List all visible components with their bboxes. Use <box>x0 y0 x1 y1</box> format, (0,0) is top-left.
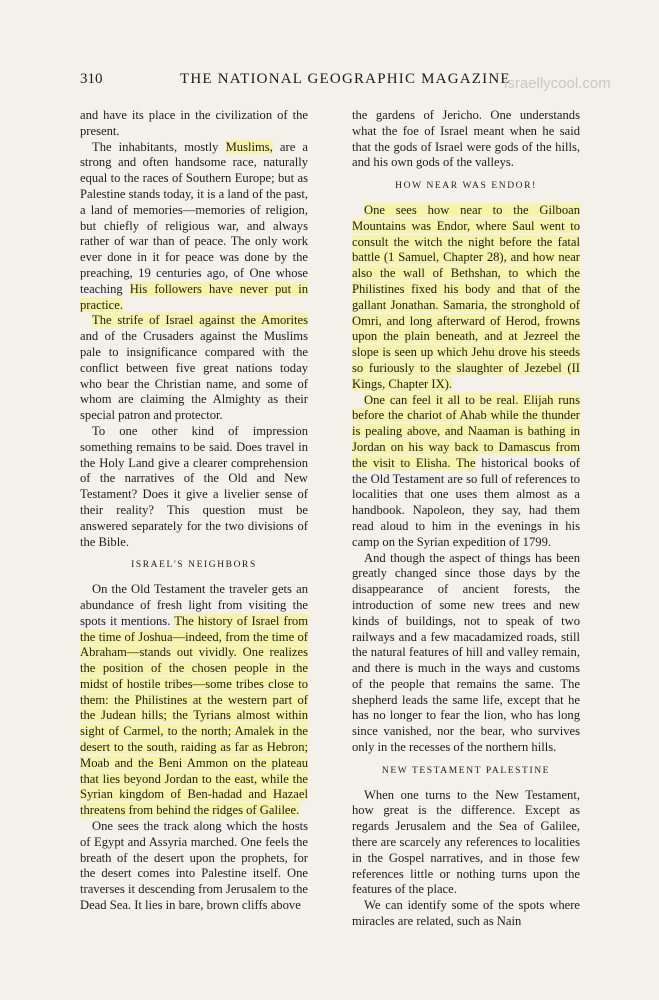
paragraph: We can identify some of the spots where miracles are related, such as Nain <box>352 898 580 929</box>
watermark: israellycool.com <box>504 75 611 92</box>
paragraph-text: and of the Crusaders against the Muslims pale to insignificance compared with the conflict between five great nations today who bear the Christian name, and some of whom are claiming the Almighty as their special patron and protector. <box>80 329 308 423</box>
highlighted-text: His followers have never put in practice. <box>80 281 308 312</box>
highlighted-text: One sees how near to the Gilboan Mountains was Endor, where Saul went to consult the witch the night before the fatal battle (1 Samuel, Chapter 28), and how near also the wall of Bethshan, to which the Philistines fixed his body and that of the gallant Jonathan. Samaria, the stronghold of Omri, and long afterward of Herod, frowns upon the plain beneath, and at Jezreel the slope is seen up which Jehu drove his steeds so furiously to the slaughter of Jezebel (II Kings, Chapter IX). <box>352 202 580 391</box>
section-heading: NEW TESTAMENT PALESTINE <box>381 765 551 776</box>
paragraph: And though the aspect of things has been greatly changed since those days by the disappearance of ancient forests, the introduction of some new trees and new kinds of buildings, not to speak of two railways and a few macadamized roads, still the natural features of hill and valley remain, and there is much in the ways and customs of the people that remains the same. The shepherd leads the same life, except that he has no longer to fear the lion, who has long since vanished, nor the bear, who survives only in the recesses of the northern hills. <box>352 550 580 755</box>
section-heading: ISRAEL'S NEIGHBORS <box>131 560 257 571</box>
paragraph: When one turns to the New Testament, how great is the difference. Except as regards Jerusalem and the Sea of Galilee, there are scarcely any references to localities in the Gospel narratives, and in those few references little or nothing turns upon the features of the place. <box>352 787 580 897</box>
highlighted-text: Muslims, <box>225 139 273 154</box>
paragraph-text: are a strong and often handsome race, naturally equal to the races of Southern Europe; but as Palestine stands today, it is a land of the past, a land of memories—memories of religion, but chiefly of religious war, and always rather of war than of peace. The only work ever done in it for peace was done by the preaching, 19 centuries ago, of One whose teaching <box>80 139 308 296</box>
paragraph: To one other kind of impression something remains to be said. Does travel in the Holy Land give a clearer comprehension of the narratives of the Old and New Testament? Does it give a livelier sense of their reality? This question must be answered separately for the two divisions of the Bible. <box>80 423 308 549</box>
paragraph: and have its place in the civilization of the present. <box>80 108 308 138</box>
paragraph <box>80 313 308 424</box>
highlighted-text: One can feel it all to be real. Elijah runs before the chariot of Ahab while the thunder is pealing above, and Naaman is bathing in Jordan on his way back to Damascus from the visit to Elisha. The <box>352 392 580 470</box>
paragraph-text: historical books of the Old Testament are so full of references to localities that one uses them almost as a handbook. Napoleon, they say, had them read aloud to him in the evenings in his camp on the Syrian expedition of 1799. <box>352 455 581 549</box>
right-column <box>352 108 580 930</box>
paragraph <box>352 393 580 551</box>
paragraph <box>80 582 308 819</box>
section-heading: HOW NEAR WAS ENDOR! <box>395 181 537 192</box>
magazine-title: THE NATIONAL GEOGRAPHIC MAGAZINE <box>180 71 511 87</box>
paragraph: One sees the track along which the hosts of Egypt and Assyria marched. One feels the breath of the desert upon the prophets, for the desert comes into Palestine itself. One traverses it descending from Jerusalem to the Dead Sea. It lies in bare, brown cliffs above <box>80 819 308 913</box>
paragraph-text: The inhabitants, mostly <box>92 139 226 154</box>
left-column <box>80 108 308 914</box>
page-number: 310 <box>80 71 103 87</box>
paragraph: the gardens of Jericho. One understands what the foe of Israel meant when he said that the gods of Israel were gods of the hills, and his own gods of the valleys. <box>352 108 580 170</box>
highlighted-text: The history of Israel from the time of Joshua—indeed, from the time of Abraham—stands out vividly. One realizes the position of the chosen people in the midst of hostile tribes—some tribes close to them: the Philistines at the western part of the Judean hills; the Tyrians almost within sight of Carmel, to the north; Amalek in the desert to the south, raiding as far as Hebron; Moab and the Beni Ammon on the plateau that lies beyond Jordan to the east, while the Syrian kingdom of Ben-hadad and Hazael threatens from behind the ridges of Galilee. <box>80 613 308 818</box>
paragraph <box>80 140 308 314</box>
highlighted-text: The strife of Israel against the Amorites <box>92 313 308 328</box>
paragraph-text: On the Old Testament the traveler gets an abundance of fresh light from visiting the spots it mentions. <box>80 582 308 628</box>
paragraph <box>352 203 580 393</box>
